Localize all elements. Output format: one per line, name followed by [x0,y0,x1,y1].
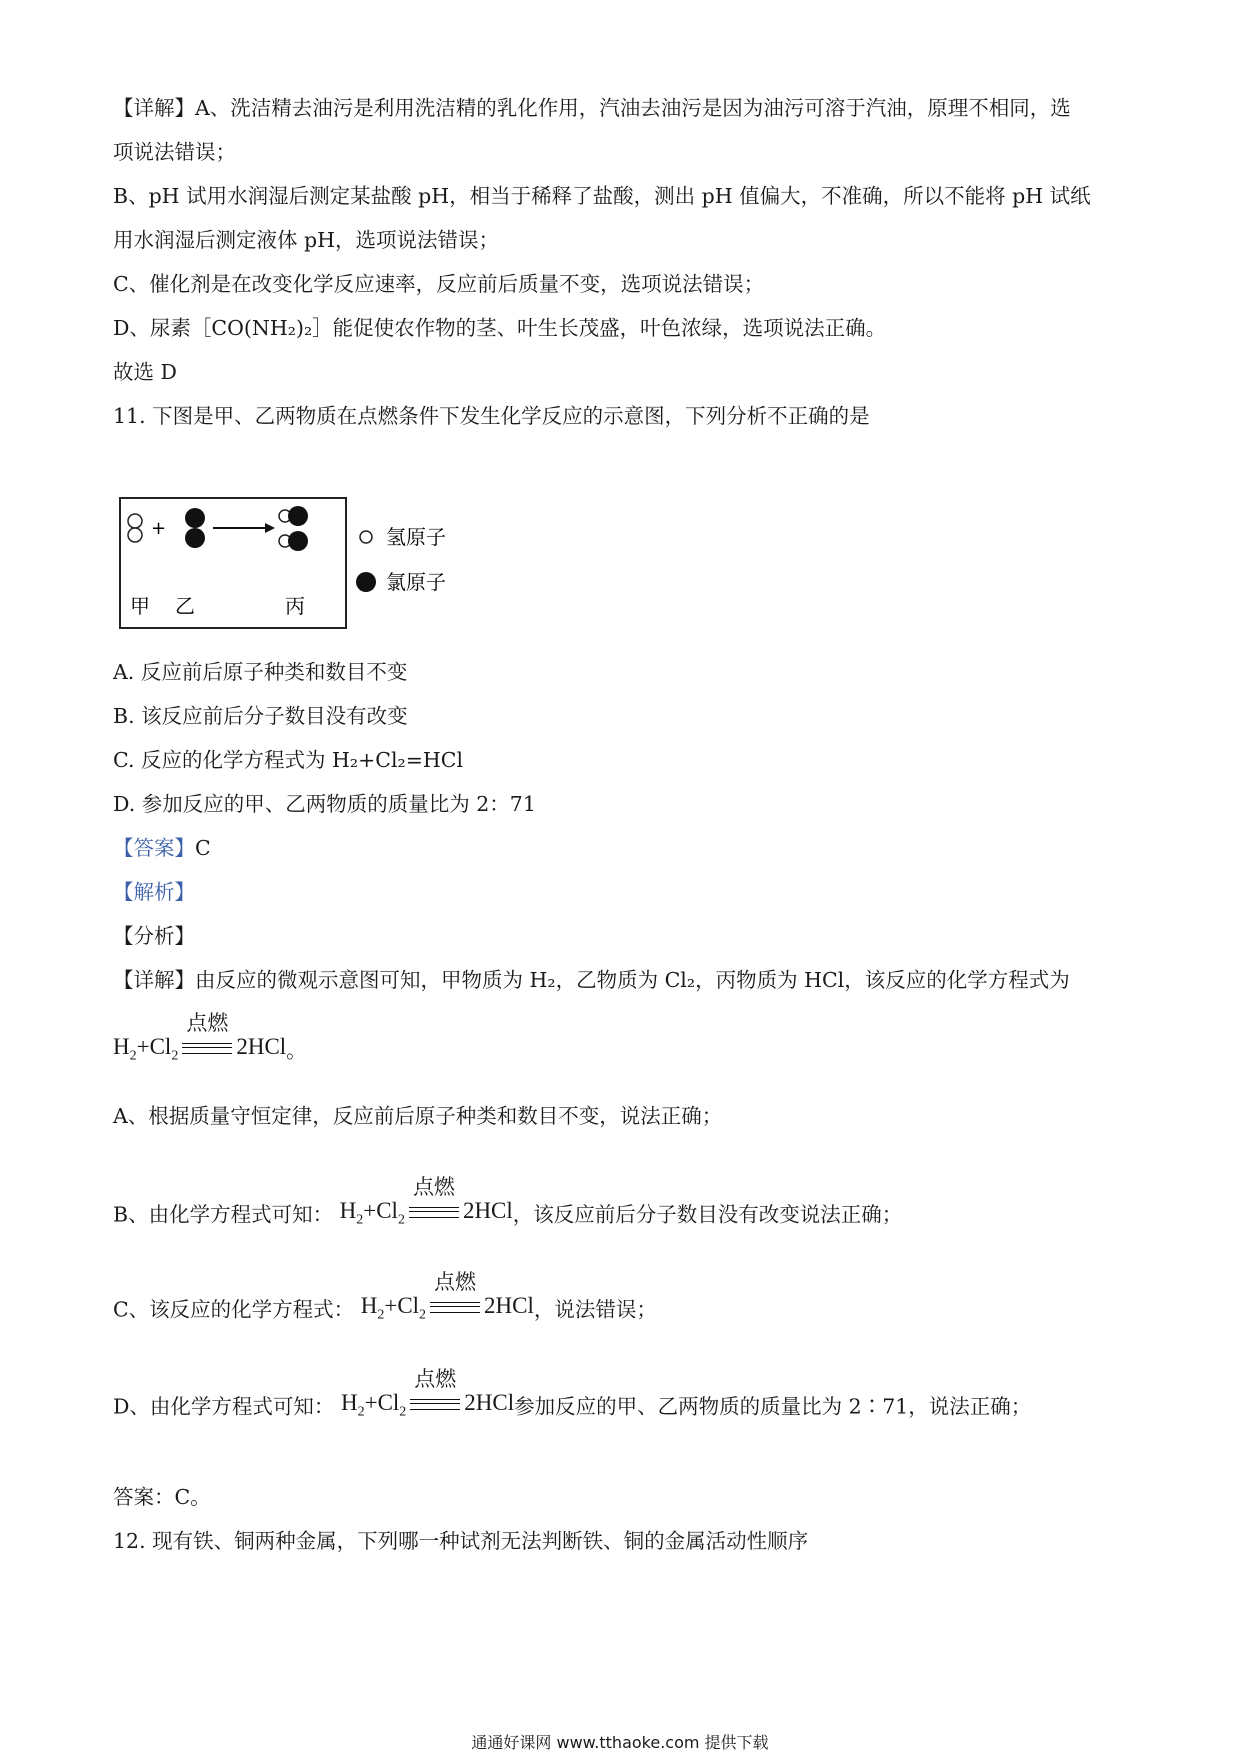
text-line: B、pH 试用水润湿后测定某盐酸 pH，相当于稀释了盐酸，测出 pH 值偏大，不准确，所以不能将 pH 试纸 [113,184,1091,208]
detail-c: C、该反应的化学方程式： $H_2+Cl_2$ 点燃 2HCl，说法错误； [113,1291,657,1331]
option-d: D. 参加反应的甲、乙两物质的质量比为 2：71 [113,792,536,816]
analysis-heading: 【解析】 [113,880,195,904]
equation: $H_2+Cl_2$ 点燃 2HCl [113,1010,287,1064]
text-line: 故选 D [113,360,177,384]
equation: $H_2+Cl_2$ 点燃 2HCl [339,1174,513,1228]
answer [113,833,211,863]
text-line: D、尿素［CO(NH₂)₂］能促使农作物的茎、叶生长茂盛，叶色浓绿，选项说法正确。 [113,316,887,340]
equals-arrow: 点燃 [180,1034,234,1064]
fenxi-heading: 【分析】 [113,924,195,948]
text-line: 项说法错误； [113,140,236,164]
plus-sign: + [151,518,167,539]
detail-intro: 【详解】由反应的微观示意图可知，甲物质为 H₂，乙物质为 Cl₂，丙物质为 HCl，该反应的化学方程式为 [113,968,1070,992]
legend-chlorine: 氯原子 [386,570,446,594]
detail-a: A、根据质量守恒定律，反应前后原子种类和数目不变，说法正确； [113,1104,723,1128]
equation-line: $H_2+Cl_2$ 点燃 2HCl。 [113,1032,307,1072]
legend-hydrogen: 氢原子 [386,525,446,549]
chlorine-atom [288,506,308,526]
equation: $H_2+Cl_2$ 点燃 2HCl [360,1269,534,1323]
text-line: 【详解】A、洗洁精去油污是利用洗洁精的乳化作用，汽油去油污是因为油污可溶于汽油，原理不相同，选 [113,96,1071,120]
option-b: B. 该反应前后分子数目没有改变 [113,704,408,728]
answer-value: C [195,836,211,860]
equals-arrow: 点燃 [407,1198,461,1228]
arrow-head-icon [265,523,275,533]
option-c: C. 反应的化学方程式为 H₂+Cl₂=HCl [113,748,464,772]
final-answer: 答案：C。 [113,1485,211,1509]
text-line: 用水润湿后测定液体 pH，选项说法错误； [113,228,500,252]
question-12: 12. 现有铁、铜两种金属，下列哪一种试剂无法判断铁、铜的金属活动性顺序 [113,1529,809,1553]
label-jia: 甲 [130,594,150,618]
hydrogen-atom [128,528,142,542]
label-bing: 丙 [285,594,305,618]
equals-arrow: 点燃 [408,1390,462,1420]
equals-arrow: 点燃 [428,1293,482,1323]
hydrogen-atom [128,514,142,528]
footer: 通通好课网 www.tthaoke.com 提供下载 [471,1733,769,1752]
detail-b: B、由化学方程式可知： $H_2+Cl_2$ 点燃 2HCl，该反应前后分子数目没有改变说法正确； [113,1196,902,1236]
equation: $H_2+Cl_2$ 点燃 2HCl [340,1366,515,1420]
answer-label: 【答案】 [113,836,195,860]
detail-d: D、由化学方程式可知： $H_2+Cl_2$ 点燃 2HCl参加反应的甲、乙两物质的质量比为 2∶71，说法正确； [113,1388,1031,1428]
option-a: A. 反应前后原子种类和数目不变 [113,660,408,684]
chlorine-atom [185,508,205,528]
chlorine-atom [185,528,205,548]
chlorine-atom [288,531,308,551]
legend-hydrogen-icon [360,531,372,543]
label-yi: 乙 [175,594,195,618]
reaction-diagram [115,495,475,635]
question-11: 11. 下图是甲、乙两物质在点燃条件下发生化学反应的示意图，下列分析不正确的是 [113,404,870,428]
text-line: C、催化剂是在改变化学反应速率，反应前后质量不变，选项说法错误； [113,272,765,296]
legend-chlorine-icon [356,572,376,592]
